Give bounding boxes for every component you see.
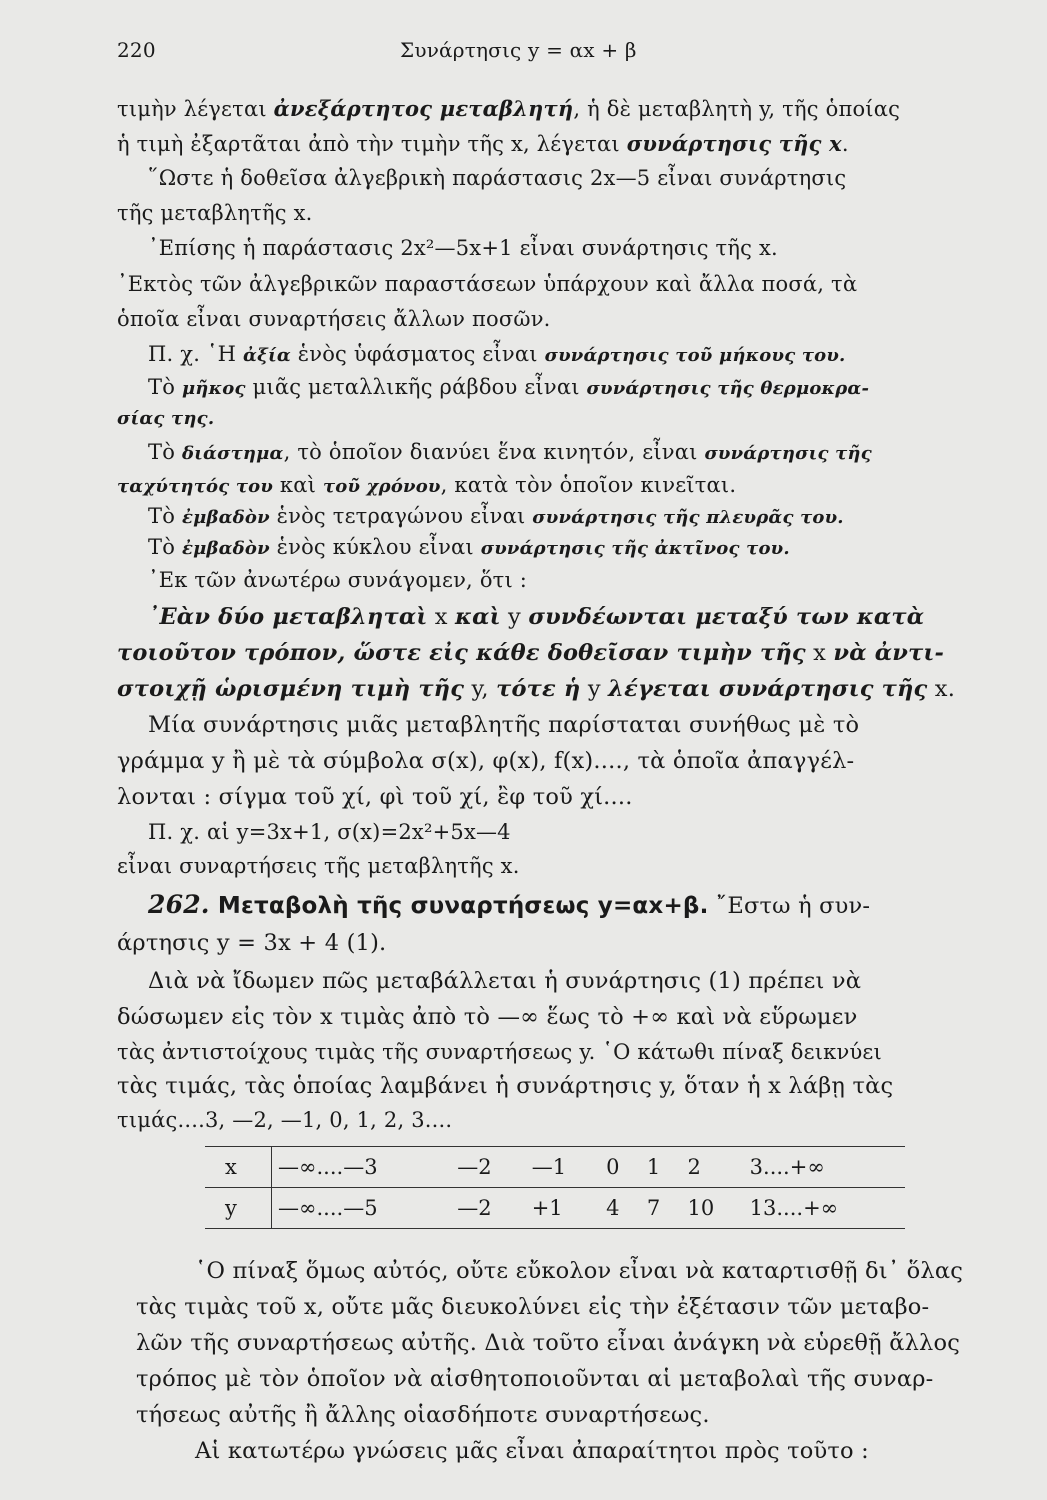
table-row [205,1188,905,1229]
text-line: τήσεως αὐτῆς ἢ ἄλλης οἱασδήποτε συναρτήσεως. [136,1402,710,1428]
text-line: ῾Ο πίναξ ὅμως αὐτός, οὔτε εὔκολον εἶναι νὰ καταρτισθῇ δι᾿ ὅλας [195,1258,964,1284]
table-cell: 0 [600,1147,641,1188]
table-cell: 4 [600,1188,641,1229]
table-cell: —2 [451,1188,525,1229]
text-line: ἡ τιμὴ ἐξαρτᾶται ἀπὸ τὴν τιμὴν τῆς x, λέγεται συνάρτησις τῆς x. [117,131,849,156]
text-line: λῶν τῆς συναρτήσεως αὐτῆς. Διὰ τοῦτο εἶναι ἀνάγκη νὰ εὑρεθῇ ἄλλος [136,1330,961,1356]
text-line: ᾿Εκ τῶν ἀνωτέρω συνάγομεν, ὅτι : [148,568,528,592]
example-line: Τὸ μῆκος μιᾶς μεταλλικῆς ράβδου εἶναι συνάρτησις τῆς θερμοκρα- [148,375,870,399]
text-line: τρόπος μὲ τὸν ὁποῖον νὰ αἰσθητοποιοῦνται αἱ μεταβολαὶ τῆς συναρ- [136,1366,934,1392]
example-line: ταχύτητός του καὶ τοῦ χρόνου, κατὰ τὸν ὁποῖον κινεῖται. [117,473,737,497]
running-title: Συνάρτησις y = αx + β [400,38,637,62]
definition-line: στοιχῇ ὡρισμένη τιμὴ τῆς y, τότε ἡ y λέγεται συνάρτησις τῆς x. [117,676,956,702]
text-line: ῞Ωστε ἡ δοθεῖσα ἀλγεβρικὴ παράστασις 2x—5 εἶναι συνάρτησις [148,166,847,190]
text-line: ᾿Εκτὸς τῶν ἀλγεβρικῶν παραστάσεων ὑπάρχουν καὶ ἄλλα ποσά, τὰ [117,272,858,296]
text-line: τῆς μεταβλητῆς x. [117,201,313,225]
text-line: εἶναι συναρτήσεις τῆς μεταβλητῆς x. [117,854,520,878]
text-line: Μία συνάρτησις μιᾶς μεταβλητῆς παρίσταται συνήθως μὲ τὸ [148,712,860,738]
text-line: τὰς ἀντιστοίχους τιμὰς τῆς συναρτήσεως y. ῾Ο κάτωθι πίναξ δεικνύει [117,1040,882,1064]
section-heading: 262. Μεταβολὴ τῆς συναρτήσεως y=αx+β. ῎Εστω ἡ συν- [148,890,871,919]
text-line: Αἱ κατωτέρω γνώσεις μᾶς εἶναι ἀπαραίτητοι πρὸς τοῦτο : [195,1438,869,1464]
table-cell: 2 [682,1147,744,1188]
table-cell: 13....+∞ [744,1188,905,1229]
page-number: 220 [117,38,156,62]
text-line: Διὰ νὰ ἴδωμεν πῶς μεταβάλλεται ἡ συνάρτησις (1) πρέπει νὰ [148,968,862,994]
values-table [205,1146,905,1229]
text-line: άρτησις y = 3x + 4 (1). [117,930,387,956]
table-cell: —∞....—5 [272,1188,452,1229]
table-cell: x [205,1147,272,1188]
table-row [205,1147,905,1188]
table-cell: y [205,1188,272,1229]
table-cell: 7 [641,1188,682,1229]
definition-line: ᾿Εὰν δύο μεταβληταὶ x καὶ y συνδέωνται μεταξύ των κατὰ [148,604,925,630]
example-line: Τὸ διάστημα, τὸ ὁποῖον διανύει ἕνα κινητόν, εἶναι συνάρτησις τῆς [148,440,872,464]
example-line: Τὸ ἐμβαδὸν ἑνὸς τετραγώνου εἶναι συνάρτησις τῆς πλευρᾶς του. [148,504,844,528]
text-line: λονται : σίγμα τοῦ χί, φὶ τοῦ χί, ἒφ τοῦ χί.... [117,784,633,810]
table-cell: +1 [526,1188,600,1229]
text-line: τιμάς....3, —2, —1, 0, 1, 2, 3.... [117,1108,453,1132]
text-line: γράμμα y ἢ μὲ τὰ σύμβολα σ(x), φ(x), f(x)...., τὰ ὁποῖα ἀπαγγέλ- [117,748,855,774]
text-line: τιμὴν λέγεται ἀνεξάρτητος μεταβλητή, ἡ δὲ μεταβλητὴ y, τῆς ὁποίας [117,96,901,121]
table-cell: —∞....—3 [272,1147,452,1188]
table-cell: 10 [682,1188,744,1229]
text-line: δώσωμεν εἰς τὸν x τιμὰς ἀπὸ τὸ —∞ ἕως τὸ +∞ καὶ νὰ εὕρωμεν [117,1004,858,1030]
text-line: Π. χ. αἱ y=3x+1, σ(x)=2x²+5x—4 [148,820,511,844]
text-line: τὰς τιμάς, τὰς ὁποίας λαμβάνει ἡ συνάρτησις y, ὅταν ἡ x λάβῃ τὰς [117,1073,894,1099]
table-cell: —2 [451,1147,525,1188]
text-line: ὁποῖα εἶναι συναρτήσεις ἄλλων ποσῶν. [117,307,551,331]
text-line: τὰς τιμὰς τοῦ x, οὔτε μᾶς διευκολύνει εἰς τὴν ἐξέτασιν τῶν μεταβο- [136,1294,930,1320]
example-line: Τὸ ἐμβαδὸν ἑνὸς κύκλου εἶναι συνάρτησις τῆς ἀκτῖνος του. [148,535,790,559]
example-line: σίας της. [117,408,215,429]
table-cell: 3....+∞ [744,1147,905,1188]
table-cell: —1 [526,1147,600,1188]
text-line: ᾿Επίσης ἡ παράστασις 2x²—5x+1 εἶναι συνάρτησις τῆς x. [148,236,778,260]
example-line: Π. χ. ῾Η ἀξία ἑνὸς ὑφάσματος εἶναι συνάρτησις τοῦ μήκους του. [148,342,846,366]
definition-line: τοιοῦτον τρόπον, ὥστε εἰς κάθε δοθεῖσαν τιμὴν τῆς x νὰ ἀντι- [117,640,945,666]
table-cell: 1 [641,1147,682,1188]
